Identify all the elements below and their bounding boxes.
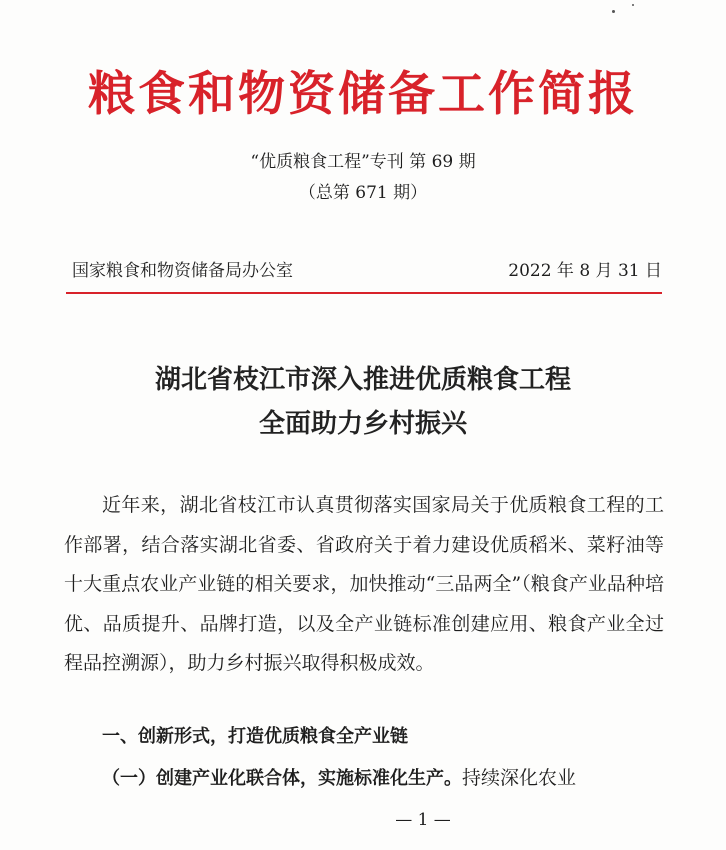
red-divider-rule (66, 292, 662, 294)
issue-line: “优质粮食工程”专刊 第 69 期 (250, 152, 476, 172)
total-issue-number: （总第 671 期） (298, 183, 428, 203)
section-heading-1: 一、创新形式，打造优质粮食全产业链 (102, 726, 408, 747)
masthead-title: 粮食和物资储备工作简报 (88, 67, 638, 122)
issuing-office: 国家粮食和物资储备局办公室 (72, 261, 293, 281)
scan-speck (632, 4, 634, 6)
subsection-text: 持续深化农业 (462, 767, 577, 789)
meta-row (72, 258, 662, 284)
intro-paragraph: 近年来，湖北省枝江市认真贯彻落实国家局关于优质粮食工程的工作部署，结合落实湖北省委、省政府关于着力建设优质稻米、菜籽油等十大重点农业产业链的相关要求，加快推动“三品两全”（粮食产业品种培优、品质提升、品牌打造，以及全产业链标准创建应用、粮食产业全过程品控溯源），助力乡村振兴取得积极成效。 (64, 494, 664, 674)
article-title-line-2: 全面助力乡村振兴 (258, 409, 467, 439)
scan-speck (612, 10, 615, 13)
page-number: — 1 — (395, 810, 451, 830)
article-title-line-1: 湖北省枝江市深入推进优质粮食工程 (154, 365, 571, 395)
subsection-heading-1: （一）创建产业化联合体，实施标准化生产。 (102, 768, 462, 789)
subsection-line (102, 763, 576, 794)
publication-date: 2022 年 8 月 31 日 (508, 261, 662, 281)
